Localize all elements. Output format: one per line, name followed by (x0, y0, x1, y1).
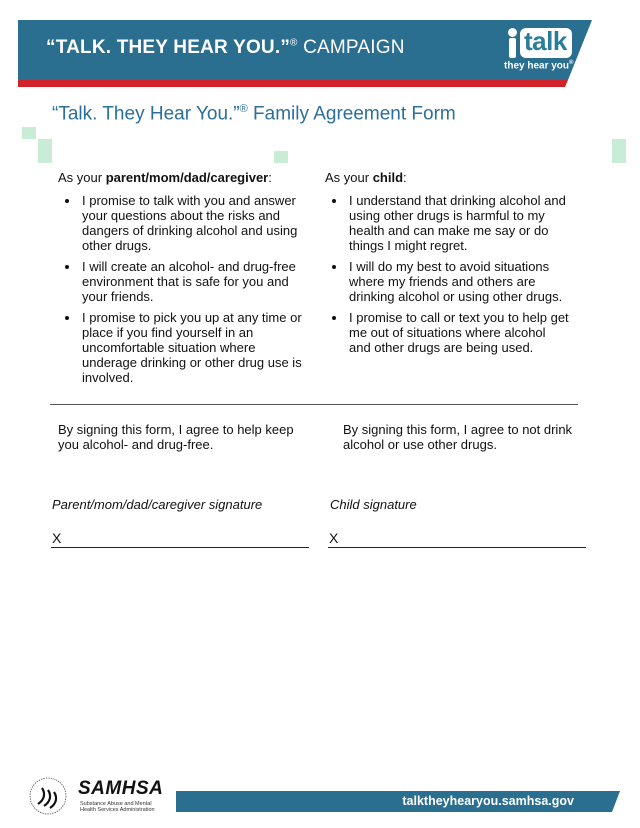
signature-x: X (329, 530, 339, 546)
parent-agreement: By signing this form, I agree to help keep you alcohol- and drug-free. (58, 422, 294, 452)
logo-tagline: they hear you® (504, 60, 574, 72)
child-promises (325, 193, 570, 355)
samhsa-wordmark: SAMHSA (78, 778, 164, 799)
hhs-seal-icon (28, 776, 68, 816)
list-item: • I will do my best to avoid situations where my friends and others are drinking alcohol or using other drugs. (347, 259, 570, 304)
footer-url-link[interactable]: talktheyhearyou.samhsa.gov (402, 794, 574, 808)
parent-column (58, 170, 303, 391)
decor-square (38, 151, 52, 163)
child-signature-label: Child signature (330, 497, 417, 512)
page-title: “Talk. They Hear You.”® Family Agreement Form (52, 103, 456, 125)
parent-heading: As your parent/mom/dad/caregiver: (58, 170, 272, 185)
child-heading: As your child: (325, 170, 407, 185)
list-item: • I promise to pick you up at any time or place if you find yourself in an uncomfortable situation where underage drinking or other drug use is involved. (80, 310, 303, 385)
child-signature-line[interactable] (328, 530, 586, 548)
decor-square (612, 151, 626, 163)
samhsa-subtitle: Substance Abuse and Mental Health Services Administration (80, 801, 155, 813)
parent-signature-line[interactable] (51, 530, 309, 548)
section-divider (50, 404, 578, 405)
parent-promises (58, 193, 303, 385)
list-item: • I understand that drinking alcohol and using other drugs is harmful to my health and can make me say or do things I might regret. (347, 193, 570, 253)
list-item: • I will create an alcohol- and drug-free environment that is safe for you and your friends. (80, 259, 303, 304)
logo-i-dot (508, 28, 517, 37)
header-banner (18, 20, 592, 80)
samhsa-logo (28, 776, 168, 820)
signature-x: X (52, 530, 62, 546)
decor-square (22, 127, 36, 139)
decor-square (612, 139, 626, 151)
child-agreement: By signing this form, I agree to not drink alcohol or use other drugs. (343, 422, 573, 452)
talk-logo (500, 26, 590, 74)
logo-word: talk (524, 26, 567, 56)
decor-square (38, 139, 52, 151)
decor-square (274, 151, 288, 163)
banner-title: “TALK. THEY HEAR YOU.”® CAMPAIGN (46, 37, 405, 58)
child-column (325, 170, 570, 361)
parent-signature-label: Parent/mom/dad/caregiver signature (52, 497, 263, 512)
list-item: • I promise to call or text you to help get me out of situations where alcohol and other drugs are being used. (347, 310, 570, 355)
logo-i-stem (509, 38, 516, 58)
list-item: • I promise to talk with you and answer your questions about the risks and dangers of drinking alcohol and using other drugs. (80, 193, 303, 253)
footer-bar (176, 791, 620, 812)
